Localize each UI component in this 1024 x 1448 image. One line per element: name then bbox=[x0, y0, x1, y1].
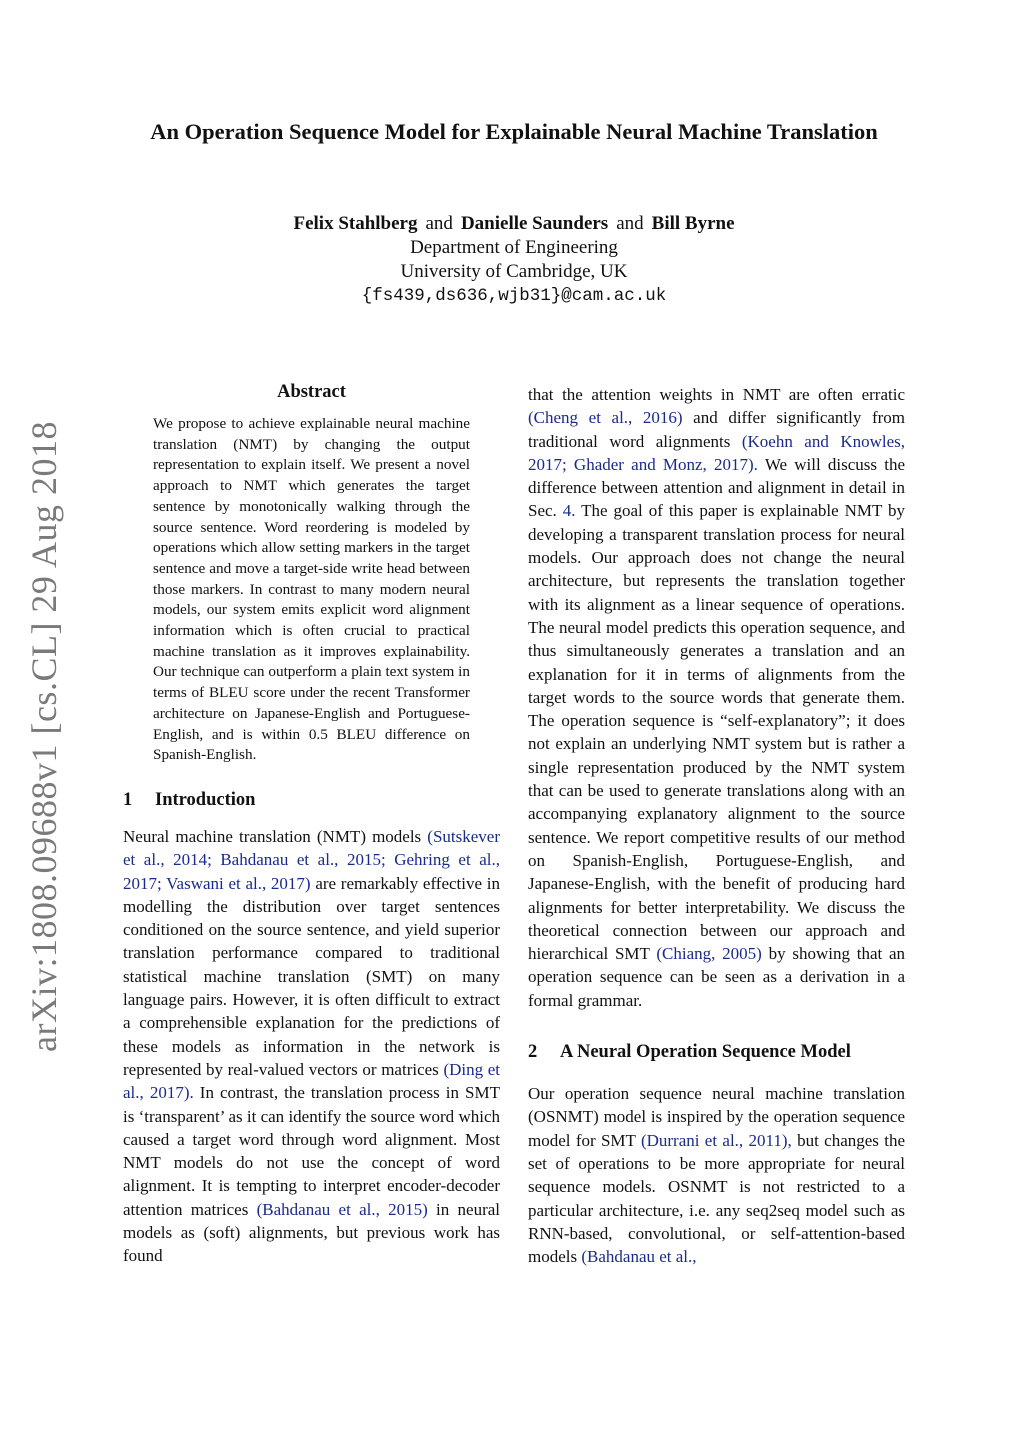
citation-link[interactable]: (Durrani et al., 2011), bbox=[640, 1130, 792, 1150]
citation-link[interactable]: (Chiang, 2005) bbox=[656, 944, 762, 964]
section-title: A Neural Operation Sequence Model bbox=[560, 1042, 851, 1063]
introduction-continued-paragraph bbox=[528, 383, 905, 1012]
body-text-span: are remarkably effective in modelling the distribution over target sentences conditioned on the source sentence, and yield superior translation performance compared to traditional statistical machine translation (SMT) on many language pairs. However, it is often difficult to extract a comprehensible explanation for the predictions of these models as information in the network is represented by real-valued vectors or matrices bbox=[123, 873, 500, 1079]
body-text-span: by showing that an operation sequence can be seen as a derivation in a formal grammar. bbox=[528, 944, 906, 1010]
author-connector: and bbox=[425, 213, 453, 234]
abstract-text: We propose to achieve explainable neural machine translation (NMT) by changing the output representation to explain itself. We present a novel approach to NMT which generates the target sentence by monotonically walking through the source sentence. Word reordering is modeled by operations which allow setting markers in the target sentence and move a target-side write head between those markers. In contrast to many modern neural models, our system emits explicit word alignment information which is often crucial to practical machine translation as it improves explainability. Our technique can outperform a plain text system in terms of BLEU score under the recent Transformer architecture on Japanese-English and Portuguese-English, and is within 0.5 BLEU difference on Spanish-English. bbox=[153, 415, 470, 764]
body-text-span: We will discuss the difference between attention and alignment in detail in Sec. bbox=[528, 454, 906, 521]
section-heading-neural-operation-sequence-model bbox=[528, 1040, 905, 1064]
section-number: 2 bbox=[528, 1042, 538, 1063]
introduction-paragraph bbox=[123, 825, 500, 1268]
body-text-span: Our operation sequence neural machine translation (OSNMT) model is inspired by the operation sequence model for SMT bbox=[528, 1084, 905, 1150]
body-text-span: and differ significantly from traditional word alignments bbox=[528, 408, 905, 451]
citation-link[interactable]: (Cheng et al., 2016) bbox=[528, 408, 683, 428]
citation-link[interactable]: (Ding et al., 2017). bbox=[123, 1059, 500, 1103]
author-name: Bill Byrne bbox=[651, 213, 735, 234]
affiliation-university: University of Cambridge, UK bbox=[400, 261, 628, 282]
right-column bbox=[528, 383, 905, 1268]
arxiv-identifier: arXiv:1808.09688v1 [cs.CL] 29 Aug 2018 bbox=[24, 421, 64, 1052]
section-reference-link[interactable]: 4. bbox=[562, 501, 576, 521]
citation-link[interactable]: (Bahdanau et al., bbox=[581, 1247, 697, 1267]
section2-paragraph bbox=[528, 1082, 905, 1268]
author-emails: {fs439,ds636,wjb31}@cam.ac.uk bbox=[361, 286, 667, 306]
section-heading-introduction bbox=[123, 788, 500, 812]
affiliation-department: Department of Engineering bbox=[410, 237, 618, 258]
author-names bbox=[150, 212, 878, 236]
section-number: 1 bbox=[123, 789, 133, 810]
citation-link[interactable]: (Bahdanau et al., 2015) bbox=[256, 1199, 428, 1219]
paper-title: An Operation Sequence Model for Explainable Neural Machine Translation bbox=[150, 119, 878, 144]
body-text-span: in neural models as (soft) alignments, but previous work has found bbox=[123, 1199, 501, 1266]
author-connector: and bbox=[616, 213, 644, 234]
author-name: Felix Stahlberg bbox=[293, 213, 418, 234]
citation-link[interactable]: (Koehn and Knowles, 2017; Ghader and Monz, 2017). bbox=[528, 431, 906, 474]
author-name: Danielle Saunders bbox=[460, 213, 609, 234]
citation-link[interactable]: (Sutskever et al., 2014; Bahdanau et al., 2015; Gehring et al., 2017; Vaswani et al., 2017) bbox=[123, 826, 500, 893]
author-block bbox=[150, 212, 878, 308]
body-text-span: but changes the set of operations to be more appropriate for neural sequence models. OSNMT is not restricted to a particular architecture, i.e. any seq2seq model such as RNN-based, convolutional, or self-attention-based models bbox=[528, 1130, 906, 1267]
body-text-span: that the attention weights in NMT are often erratic bbox=[528, 385, 905, 404]
body-text-span: Neural machine translation (NMT) models bbox=[123, 826, 422, 846]
body-text-span: In contrast, the translation process in SMT is ‘transparent’ as it can identify the source word which caused a target word through word alignment. Most NMT models do not use the concept of word alignment. It is tempting to interpret encoder-decoder attention matrices bbox=[123, 1083, 501, 1219]
section-title: Introduction bbox=[155, 789, 256, 810]
left-column bbox=[123, 380, 500, 1268]
abstract-heading: Abstract bbox=[277, 382, 346, 402]
body-text-span: The goal of this paper is explainable NMT by developing a transparent translation process for neural models. Our approach does not change the neural architecture, but represents the translation together with its alignment as a linear sequence of operations. The neural model predicts this operation sequence, and thus simultaneously generates a translation and an explanation for it in terms of alignments from the target words to the source words that generate them. The operation sequence is “self-explanatory”; it does not explain an underlying NMT system but is rather a single representation produced by the NMT system that can be used to generate translations along with an accompanying explanatory alignment to the source sentence. We report competitive results of our method on Spanish-English, Portuguese-English, and Japanese-English, with the benefit of producing hard alignments for better interpretability. We discuss the theoretical connection between our approach and hierarchical SMT bbox=[528, 501, 905, 964]
